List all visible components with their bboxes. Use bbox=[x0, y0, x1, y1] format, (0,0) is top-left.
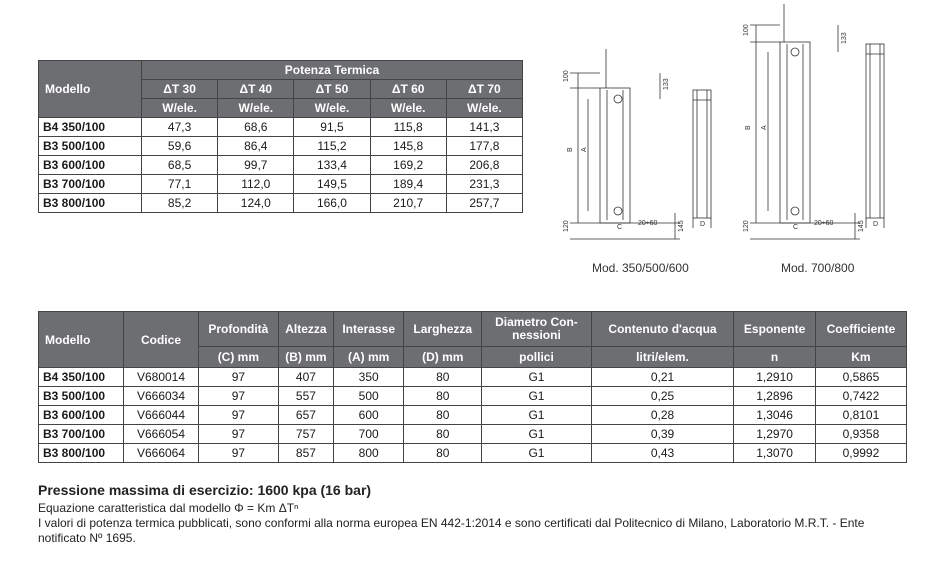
cell-value: G1 bbox=[482, 387, 591, 406]
cell-value: G1 bbox=[482, 444, 591, 463]
unit-header: W/ele. bbox=[294, 99, 370, 118]
cell-value: 206,8 bbox=[446, 156, 522, 175]
col-header-width: Larghezza bbox=[404, 312, 482, 347]
table-row bbox=[39, 444, 907, 463]
dim-20-60-label: 20÷60 bbox=[638, 220, 658, 227]
col-header-dt40: ΔT 40 bbox=[218, 80, 294, 99]
cell-value: 0,9358 bbox=[815, 425, 906, 444]
cell-value: 0,21 bbox=[591, 368, 734, 387]
col-header-height: Altezza bbox=[278, 312, 333, 347]
cell-value: 1,2970 bbox=[734, 425, 815, 444]
unit-header: litri/elem. bbox=[591, 347, 734, 368]
cell-value: 169,2 bbox=[370, 156, 446, 175]
unit-header: Km bbox=[815, 347, 906, 368]
cell-value: 0,39 bbox=[591, 425, 734, 444]
cell-value: 80 bbox=[404, 368, 482, 387]
cell-value: 557 bbox=[278, 387, 333, 406]
cell-value: 86,4 bbox=[218, 137, 294, 156]
cell-value: 407 bbox=[278, 368, 333, 387]
cell-value: 47,3 bbox=[142, 118, 218, 137]
max-pressure-note: Pressione massima di esercizio: 1600 kpa (16 bar) bbox=[38, 482, 372, 498]
dim-20-60-label: 20÷60 bbox=[814, 220, 834, 227]
cell-value: 149,5 bbox=[294, 175, 370, 194]
cell-value: 500 bbox=[334, 387, 404, 406]
dim-120-label: 120 bbox=[743, 220, 750, 232]
cell-value: 68,5 bbox=[142, 156, 218, 175]
cell-value: G1 bbox=[482, 406, 591, 425]
unit-header: W/ele. bbox=[370, 99, 446, 118]
dim-b-label: B bbox=[745, 125, 752, 130]
cell-value: 350 bbox=[334, 368, 404, 387]
dimensions-table bbox=[38, 311, 907, 463]
cell-value: 0,43 bbox=[591, 444, 734, 463]
cell-value: 757 bbox=[278, 425, 333, 444]
col-header-dt60: ΔT 60 bbox=[370, 80, 446, 99]
table-row bbox=[39, 425, 907, 444]
cell-model: B3 600/100 bbox=[39, 156, 142, 175]
cell-value: 115,8 bbox=[370, 118, 446, 137]
cell-value: 80 bbox=[404, 444, 482, 463]
col-header-dt70: ΔT 70 bbox=[446, 80, 522, 99]
cell-value: 97 bbox=[199, 368, 279, 387]
cell-model: B3 800/100 bbox=[39, 444, 124, 463]
cell-value: 0,25 bbox=[591, 387, 734, 406]
cell-value: 1,3046 bbox=[734, 406, 815, 425]
col-header-model: Modello bbox=[39, 312, 124, 368]
cell-value: G1 bbox=[482, 368, 591, 387]
radiator-front-small bbox=[563, 49, 685, 239]
cell-value: 145,8 bbox=[370, 137, 446, 156]
cell-value: 857 bbox=[278, 444, 333, 463]
radiator-side-large bbox=[866, 44, 884, 228]
cell-value: 97 bbox=[199, 406, 279, 425]
cell-code: V680014 bbox=[124, 368, 199, 387]
certification-note: I valori di potenza termica pubblicati, sono conformi alla norma europea EN 442-1:2014 e sono certificati dal Politecnico di Milano, Laboratorio M.R.T. - Ente notificato Nº 1695. bbox=[38, 516, 865, 545]
caption-model-700-800: Mod. 700/800 bbox=[781, 261, 855, 275]
dim-145-label: 145 bbox=[678, 220, 685, 232]
col-header-model: Modello bbox=[39, 61, 142, 118]
cell-value: 85,2 bbox=[142, 194, 218, 213]
col-header-dt30: ΔT 30 bbox=[142, 80, 218, 99]
cell-value: 68,6 bbox=[218, 118, 294, 137]
cell-value: 1,3070 bbox=[734, 444, 815, 463]
cell-model: B4 350/100 bbox=[39, 368, 124, 387]
cell-code: V666044 bbox=[124, 406, 199, 425]
cell-value: 97 bbox=[199, 425, 279, 444]
cell-value: 177,8 bbox=[446, 137, 522, 156]
cell-value: 600 bbox=[334, 406, 404, 425]
dim-c-label: C bbox=[617, 224, 623, 231]
dim-145-label: 145 bbox=[858, 220, 865, 232]
cell-value: 115,2 bbox=[294, 137, 370, 156]
table-row bbox=[39, 368, 907, 387]
unit-header: (C) mm bbox=[199, 347, 279, 368]
cell-value: 124,0 bbox=[218, 194, 294, 213]
cell-value: 700 bbox=[334, 425, 404, 444]
cell-value: 0,7422 bbox=[815, 387, 906, 406]
cell-model: B4 350/100 bbox=[39, 118, 142, 137]
cell-model: B3 800/100 bbox=[39, 194, 142, 213]
cell-value: 91,5 bbox=[294, 118, 370, 137]
dim-100-label: 100 bbox=[563, 70, 570, 82]
col-header-water-content: Contenuto d'acqua bbox=[591, 312, 734, 347]
unit-header: (A) mm bbox=[334, 347, 404, 368]
cell-model: B3 500/100 bbox=[39, 137, 142, 156]
cell-value: 77,1 bbox=[142, 175, 218, 194]
cell-value: 231,3 bbox=[446, 175, 522, 194]
cell-value: 800 bbox=[334, 444, 404, 463]
dim-120-label: 120 bbox=[563, 220, 570, 232]
cell-value: 80 bbox=[404, 387, 482, 406]
col-header-connection-diameter: Diametro Con- nessioni bbox=[482, 312, 591, 347]
equation-note: Equazione caratteristica dal modello Φ = Km ΔTⁿ bbox=[38, 501, 299, 515]
cell-value: G1 bbox=[482, 425, 591, 444]
cell-value: 99,7 bbox=[218, 156, 294, 175]
radiator-side-small bbox=[693, 90, 711, 228]
col-header-depth: Profondità bbox=[199, 312, 279, 347]
cell-model: B3 600/100 bbox=[39, 406, 124, 425]
cell-model: B3 700/100 bbox=[39, 175, 142, 194]
unit-header: pollici bbox=[482, 347, 591, 368]
dim-100-label: 100 bbox=[743, 24, 750, 36]
cell-value: 657 bbox=[278, 406, 333, 425]
cell-value: 0,9992 bbox=[815, 444, 906, 463]
cell-value: 166,0 bbox=[294, 194, 370, 213]
cell-value: 0,8101 bbox=[815, 406, 906, 425]
col-header-code: Codice bbox=[124, 312, 199, 368]
cell-value: 80 bbox=[404, 406, 482, 425]
cell-value: 141,3 bbox=[446, 118, 522, 137]
cell-value: 80 bbox=[404, 425, 482, 444]
dim-c-label: C bbox=[793, 224, 799, 231]
dim-133-label: 133 bbox=[841, 32, 848, 44]
table-row bbox=[39, 406, 907, 425]
dim-b-label: B bbox=[567, 147, 574, 152]
cell-value: 0,28 bbox=[591, 406, 734, 425]
cell-value: 1,2896 bbox=[734, 387, 815, 406]
cell-value: 97 bbox=[199, 444, 279, 463]
dim-a-label: A bbox=[581, 147, 588, 152]
cell-value: 97 bbox=[199, 387, 279, 406]
cell-value: 133,4 bbox=[294, 156, 370, 175]
cell-model: B3 500/100 bbox=[39, 387, 124, 406]
radiator-front-large bbox=[743, 4, 865, 239]
col-header-center-distance: Interasse bbox=[334, 312, 404, 347]
unit-header: W/ele. bbox=[446, 99, 522, 118]
cell-value: 59,6 bbox=[142, 137, 218, 156]
cell-value: 257,7 bbox=[446, 194, 522, 213]
cell-code: V666054 bbox=[124, 425, 199, 444]
dim-133-label: 133 bbox=[663, 78, 670, 90]
col-header-coefficient: Coefficiente bbox=[815, 312, 906, 347]
cell-code: V666034 bbox=[124, 387, 199, 406]
col-header-thermal-power: Potenza Termica bbox=[142, 61, 523, 80]
dim-d-label: D bbox=[873, 221, 879, 228]
cell-value: 1,2910 bbox=[734, 368, 815, 387]
unit-header: W/ele. bbox=[218, 99, 294, 118]
dim-a-label: A bbox=[761, 125, 768, 130]
unit-header: n bbox=[734, 347, 815, 368]
unit-header: W/ele. bbox=[142, 99, 218, 118]
cell-code: V666064 bbox=[124, 444, 199, 463]
cell-value: 210,7 bbox=[370, 194, 446, 213]
cell-value: 0,5865 bbox=[815, 368, 906, 387]
caption-model-350-500-600: Mod. 350/500/600 bbox=[592, 261, 689, 275]
cell-value: 112,0 bbox=[218, 175, 294, 194]
cell-value: 189,4 bbox=[370, 175, 446, 194]
dim-d-label: D bbox=[700, 221, 706, 228]
cell-model: B3 700/100 bbox=[39, 425, 124, 444]
unit-header: (B) mm bbox=[278, 347, 333, 368]
unit-header: (D) mm bbox=[404, 347, 482, 368]
col-header-exponent: Esponente bbox=[734, 312, 815, 347]
table-row bbox=[39, 387, 907, 406]
col-header-dt50: ΔT 50 bbox=[294, 80, 370, 99]
